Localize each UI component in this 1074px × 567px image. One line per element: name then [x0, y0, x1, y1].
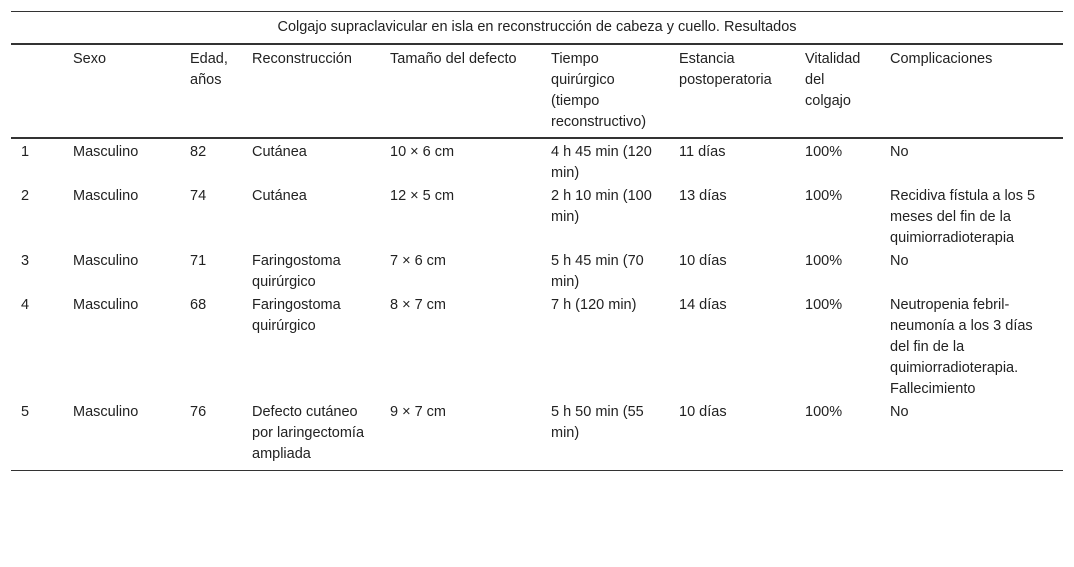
cell-surgical-time: 7 h (120 min)	[551, 297, 637, 313]
table-row	[11, 185, 1063, 250]
cell-sex: Masculino	[73, 297, 139, 313]
cell-age: 71	[190, 253, 207, 269]
header-stay: Estancia postoperatoria	[669, 45, 795, 138]
cell-complications: Recidiva fístula a los 5 meses del fin de la quimiorradioterapia	[890, 188, 1036, 246]
cell-stay: 10 días	[679, 253, 727, 269]
results-table	[11, 11, 1063, 471]
cell-surgical-time: 2 h 10 min (100 min)	[551, 188, 656, 225]
cell-stay: 11 días	[679, 144, 726, 160]
cell-sex: Masculino	[73, 188, 139, 204]
cell-defect-size: 10 × 6 cm	[390, 144, 455, 160]
cell-defect-size: 9 × 7 cm	[380, 401, 541, 471]
cell-age: 68	[190, 297, 207, 313]
cell-complications: No	[890, 144, 909, 160]
table-row	[11, 401, 1063, 471]
results-table-container	[11, 11, 1063, 471]
header-defect-size: Tamaño del defecto	[380, 45, 541, 138]
cell-reconstruction: Cutánea	[252, 188, 307, 204]
header-surgical-time: Tiempo quirúrgico (tiempo reconstructivo)	[541, 45, 669, 138]
cell-age: 76	[180, 401, 242, 471]
cell-stay: 14 días	[679, 297, 727, 313]
cell-age: 74	[190, 188, 207, 204]
cell-reconstruction: Faringostoma quirúrgico	[252, 253, 341, 290]
cell-sex: Masculino	[73, 253, 139, 269]
cell-flap-vitality: 100%	[805, 188, 843, 204]
cell-complications: No	[880, 401, 1063, 471]
cell-defect-size: 7 × 6 cm	[390, 253, 447, 269]
table-row	[11, 250, 1063, 294]
cell-index: 5	[11, 401, 63, 471]
cell-age: 82	[190, 144, 207, 160]
table-row	[11, 138, 1063, 185]
cell-defect-size: 12 × 5 cm	[390, 188, 455, 204]
cell-surgical-time: 4 h 45 min (120 min)	[551, 144, 656, 181]
cell-index: 4	[21, 297, 30, 313]
cell-complications: Neutropenia febril-neumonía a los 3 días del fin de la quimiorradioterapia. Fallecimiento	[890, 297, 1033, 397]
header-row	[11, 45, 1063, 138]
cell-index: 1	[21, 144, 30, 160]
table-row	[11, 294, 1063, 401]
header-reconstruction: Reconstrucción	[242, 45, 380, 138]
cell-flap-vitality: 100%	[805, 253, 843, 269]
cell-flap-vitality: 100%	[805, 297, 843, 313]
cell-sex: Masculino	[63, 401, 180, 471]
cell-sex: Masculino	[73, 144, 139, 160]
cell-reconstruction: Faringostoma quirúrgico	[252, 297, 341, 334]
cell-defect-size: 8 × 7 cm	[390, 297, 447, 313]
cell-surgical-time: 5 h 45 min (70 min)	[551, 253, 648, 290]
cell-stay: 13 días	[679, 188, 727, 204]
cell-index: 2	[21, 188, 30, 204]
cell-reconstruction: Cutánea	[252, 144, 307, 160]
cell-stay: 10 días	[669, 401, 795, 471]
cell-surgical-time: 5 h 50 min (55 min)	[541, 401, 669, 471]
cell-flap-vitality: 100%	[805, 144, 843, 160]
header-index	[11, 45, 63, 138]
header-complications: Complicaciones	[880, 45, 1063, 138]
header-age: Edad, años	[180, 45, 242, 138]
header-flap-vitality: Vitalidad del colgajo	[795, 45, 880, 138]
cell-index: 3	[21, 253, 30, 269]
cell-flap-vitality: 100%	[795, 401, 880, 471]
cell-complications: No	[890, 253, 909, 269]
cell-reconstruction: Defecto cutáneo por laringectomía ampliada	[242, 401, 380, 471]
table-caption: Colgajo supraclavicular en isla en reconstrucción de cabeza y cuello. Resultados	[11, 11, 1063, 45]
header-sex: Sexo	[63, 45, 180, 138]
